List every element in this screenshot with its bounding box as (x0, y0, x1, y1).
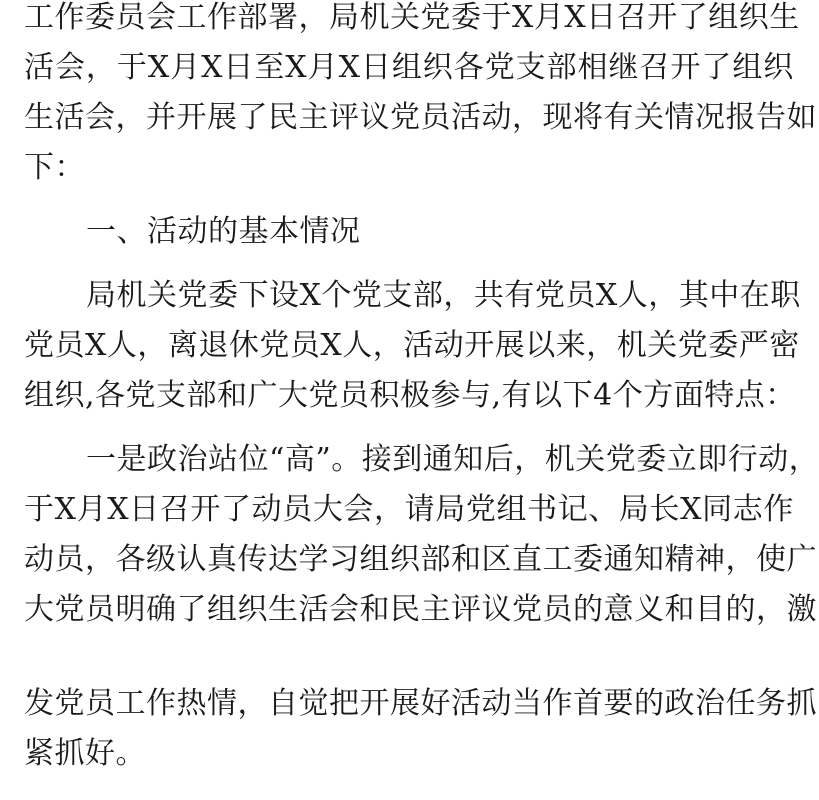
text-line-14: 紧抓好。 (24, 736, 146, 771)
text-line-12: 大 党 员 明 确 了 组 织 生 活 会 和 民 主 评 议 党 员 的 意 义 和 目 的 ， 激 (24, 592, 817, 627)
text-line-6: 局 机 关 党 委 下 设 X 个 党 支 部 ， 共 有 党 员 X 人 ， 其 中 在 职 (86, 278, 801, 313)
text-line-11: 动 员 ， 各 级 认 真 传 达 学 习 组 织 部 和 区 直 工 委 通 知 精 神 ， 使 广 (24, 542, 817, 577)
text-line-9: 一 是 政 治 站 位 “ 高 ” 。 接 到 通 知 后 ， 机 关 党 委 立 即 行 动 ， (86, 442, 819, 477)
text-line-7: 党 员 X 人 ， 离 退 休 党 员 X 人 ， 活 动 开 展 以 来 ， 机 关 党 委 严 密 (24, 328, 800, 363)
text-line-1: 工 作 委 员 会 工 作 部 署 ， 局 机 关 党 委 于 X 月 X 日 召 开 了 组 织 生 (24, 0, 800, 35)
section-heading: 一、活动的基本情况 (86, 214, 361, 249)
text-line-10: 于 X 月 X 日 召 开 了 动 员 大 会 ， 请 局 党 组 书 记 、 局 长 X 同 志 作 (24, 492, 794, 527)
text-line-4: 下： (24, 150, 85, 185)
text-line-3: 生 活 会 ， 并 开 展 了 民 主 评 议 党 员 活 动 ， 现 将 有 关 情 况 报 告 如 (24, 100, 817, 135)
text-line-2: 活 会 ， 于 X 月 X 日 至 X 月 X 日 组 织 各 党 支 部 相 继 召 开 了 组 织 (24, 50, 794, 85)
text-line-13: 发 党 员 工 作 热 情 ， 自 觉 把 开 展 好 活 动 当 作 首 要 的 政 治 任 务 抓 (24, 686, 817, 721)
text-line-8: 组 织 , 各 党 支 部 和 广 大 党 员 积 极 参 与 , 有 以 下 4 个 方 面 特 点 ： (24, 378, 796, 413)
